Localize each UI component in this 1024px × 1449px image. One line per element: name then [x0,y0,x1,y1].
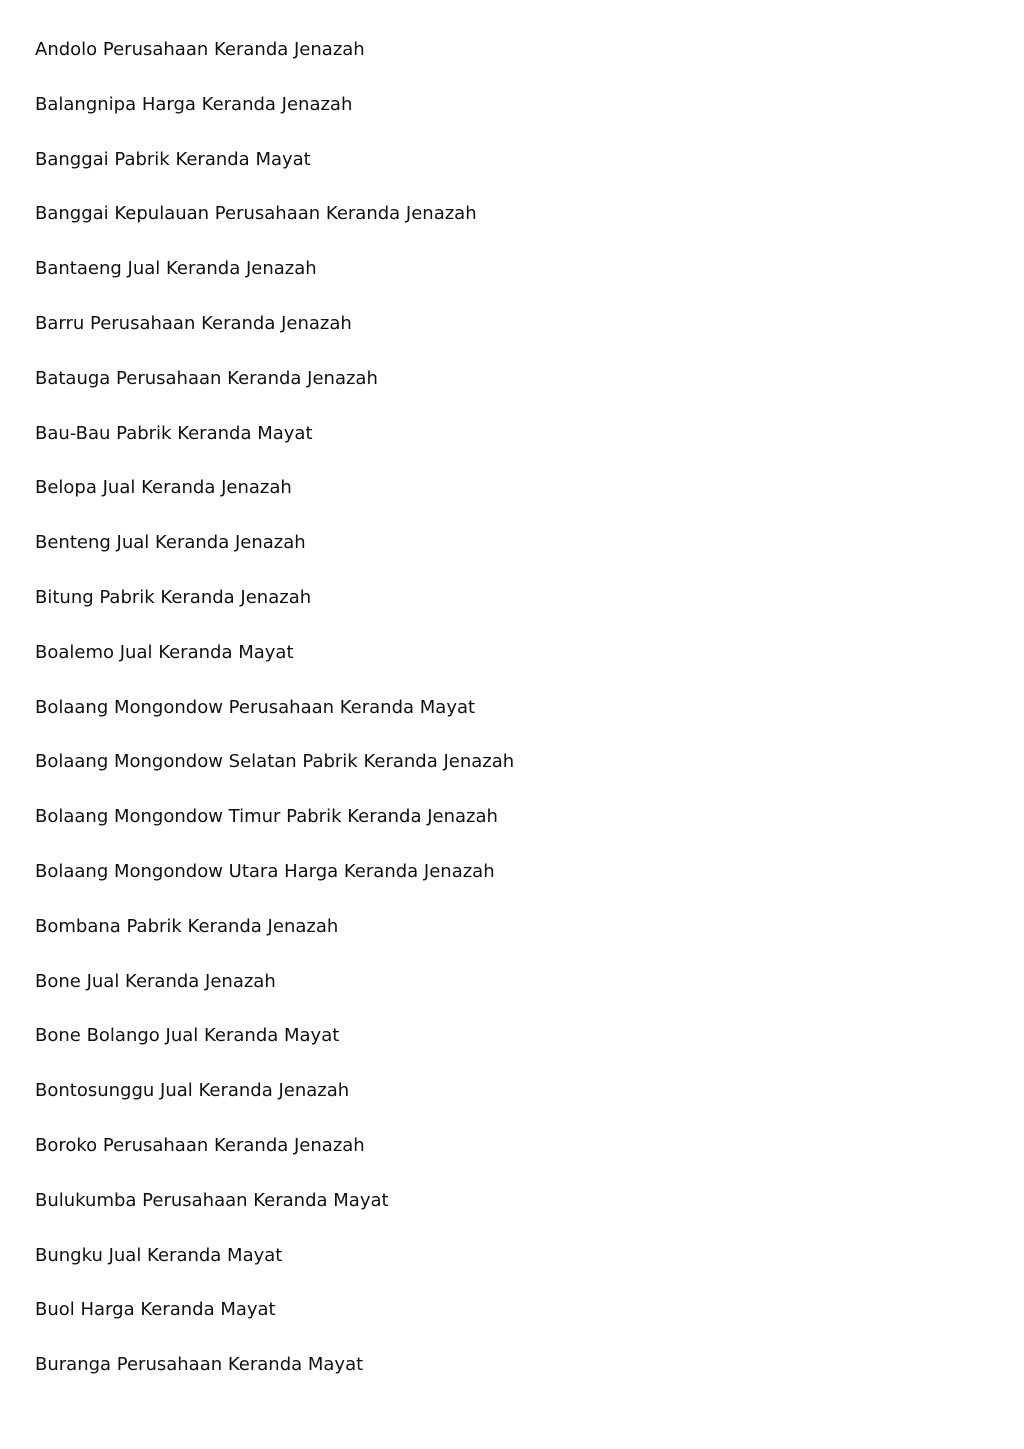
list-item: Bitung Pabrik Keranda Jenazah [35,586,312,608]
list-item: Bolaang Mongondow Perusahaan Keranda Mayat [35,696,476,718]
list-item: Batauga Perusahaan Keranda Jenazah [35,367,378,389]
list-item: Belopa Jual Keranda Jenazah [35,477,292,499]
list-item: Buol Harga Keranda Mayat [35,1299,276,1321]
list-item: Boroko Perusahaan Keranda Jenazah [35,1134,365,1156]
list-item: Boalemo Jual Keranda Mayat [35,641,294,663]
list-item: Banggai Pabrik Keranda Mayat [35,148,311,170]
list-item: Benteng Jual Keranda Jenazah [35,532,306,554]
list-item: Bontosunggu Jual Keranda Jenazah [35,1080,350,1102]
list-item: Barru Perusahaan Keranda Jenazah [35,312,352,334]
list-item: Bungku Jual Keranda Mayat [35,1244,283,1266]
list-item: Bau-Bau Pabrik Keranda Mayat [35,422,313,444]
list-item: Bulukumba Perusahaan Keranda Mayat [35,1189,389,1211]
list-item: Bantaeng Jual Keranda Jenazah [35,258,317,280]
location-list [35,36,975,1406]
list-item: Bolaang Mongondow Utara Harga Keranda Jenazah [35,860,495,882]
list-item: Bone Bolango Jual Keranda Mayat [35,1025,340,1047]
list-item: Balangnipa Harga Keranda Jenazah [35,93,353,115]
list-item: Bolaang Mongondow Selatan Pabrik Keranda Jenazah [35,751,515,773]
list-item: Bolaang Mongondow Timur Pabrik Keranda Jenazah [35,806,498,828]
list-item: Buranga Perusahaan Keranda Mayat [35,1354,364,1376]
list-item: Andolo Perusahaan Keranda Jenazah [35,39,365,60]
list-item: Bone Jual Keranda Jenazah [35,970,276,992]
list-item: Bombana Pabrik Keranda Jenazah [35,915,339,937]
list-item: Banggai Kepulauan Perusahaan Keranda Jenazah [35,203,477,225]
